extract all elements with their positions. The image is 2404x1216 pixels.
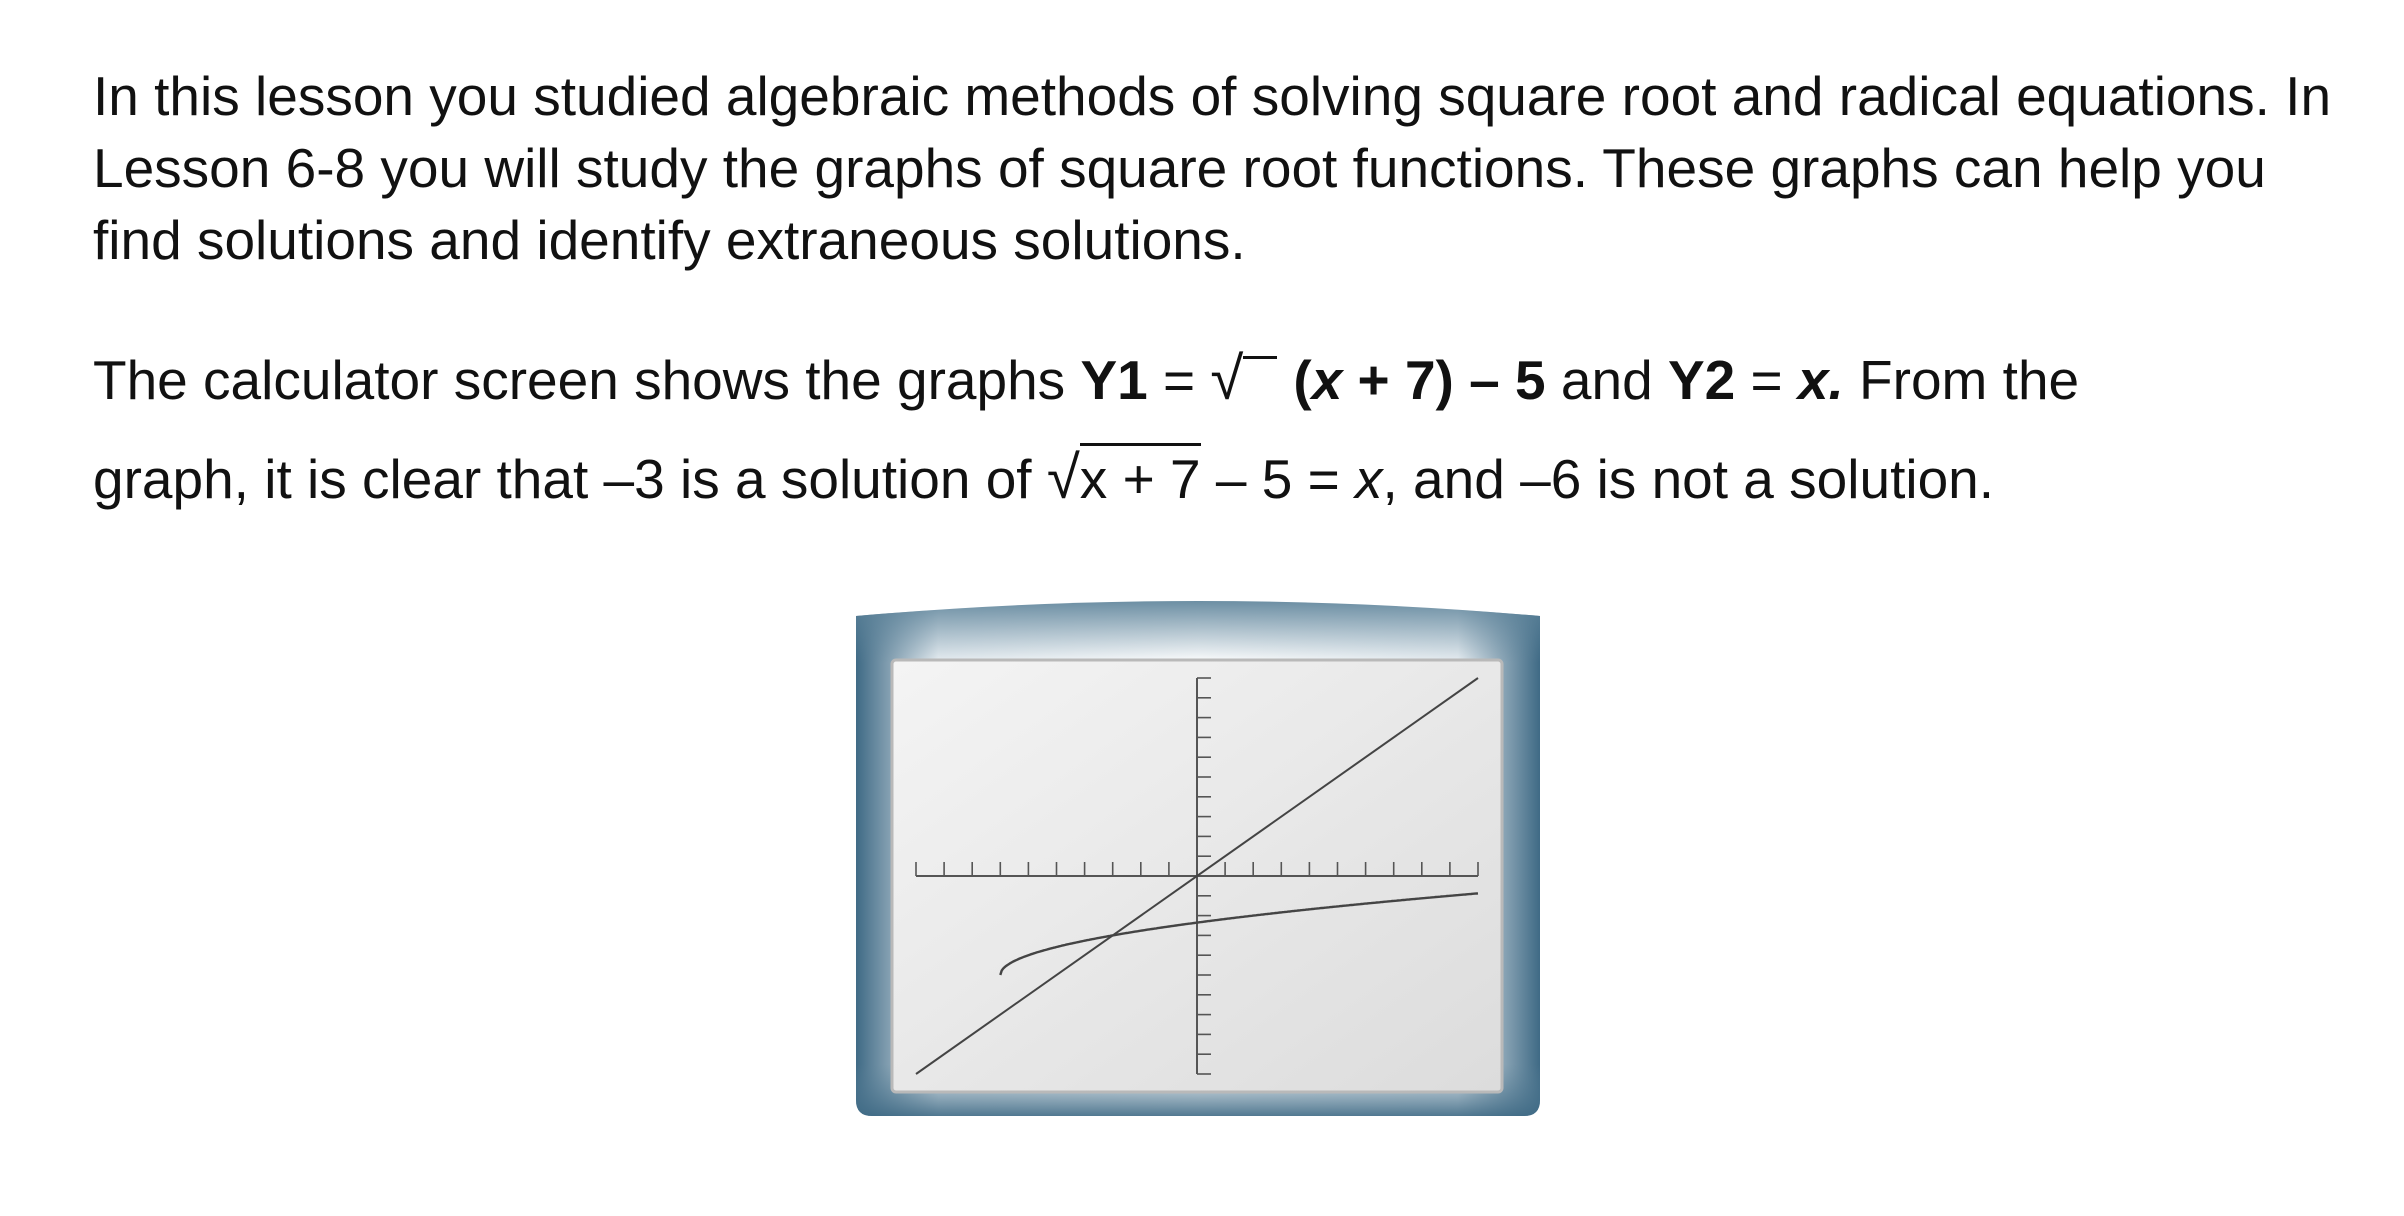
equation-rhs: x [1355, 448, 1383, 510]
paragraph2-line1 [93, 343, 2079, 416]
line2-outro: , and –6 is not a solution. [1382, 448, 1995, 510]
calculator-screen [848, 590, 1548, 1120]
and-word: and [1545, 349, 1668, 411]
line2-intro: graph, it is clear that –3 is a solution of [93, 448, 1047, 510]
calculator-graph [848, 590, 1548, 1120]
y1-name: Y1 [1080, 349, 1148, 411]
paragraph2-line2 [93, 442, 1994, 515]
intro-paragraph: In this lesson you studied algebraic methods of solving square root and radical equations. In Lesson 6-8 you will study the graphs of square root functions. These graphs can help you find solutions and identify extraneous solutions. [93, 65, 2332, 271]
y1-expr-close: + 7) – 5 [1342, 349, 1546, 411]
y1-var-x: x [1311, 349, 1343, 411]
equation-rest: – 5 = [1200, 448, 1355, 510]
equals-sign-1: = [1147, 349, 1211, 411]
y1-expr-open: ( [1293, 349, 1312, 411]
y2-expr: x. [1797, 349, 1844, 411]
line1-outro: From the [1843, 349, 2080, 411]
equals-sign-2: = [1735, 349, 1798, 411]
equation-radicand: x + 7 [1080, 443, 1201, 510]
line1-intro: The calculator screen shows the graphs [93, 349, 1081, 411]
equation-sqrt-sign: √ [1046, 444, 1080, 511]
y1-sqrt-bar [1243, 356, 1277, 365]
y2-name: Y2 [1667, 349, 1736, 411]
y1-sqrt-sign: √ [1210, 345, 1244, 412]
